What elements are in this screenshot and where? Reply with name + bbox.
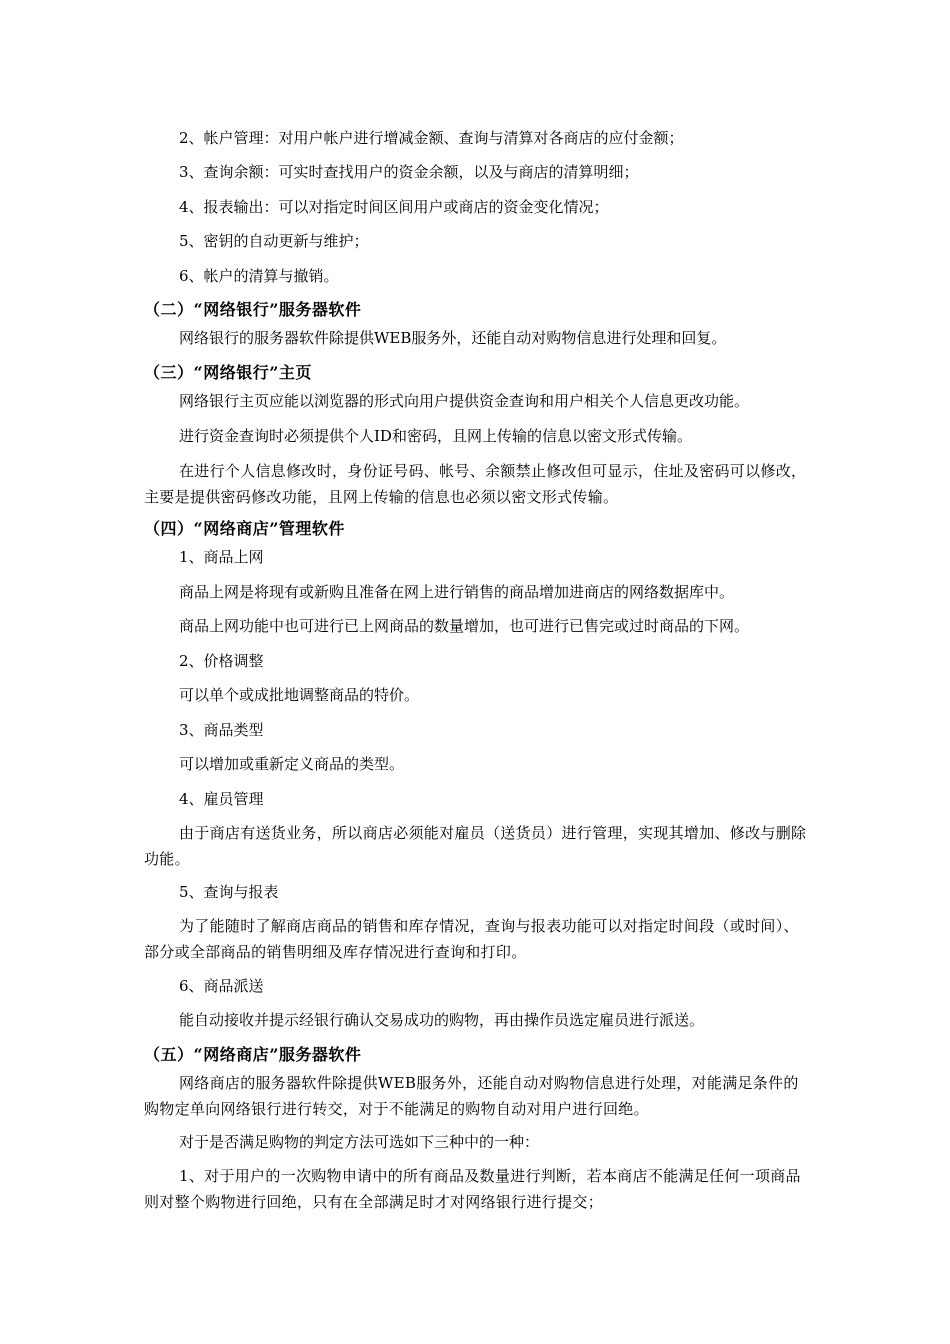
account-close-item: 6、帐户的清算与撤销。 bbox=[179, 267, 339, 285]
bank-server-paragraph: 网络银行的服务器软件除提供WEB服务外，还能自动对购物信息进行处理和回复。 bbox=[179, 329, 727, 347]
goods-delivery-paragraph: 能自动接收并提示经银行确认交易成功的购物，再由操作员选定雇员进行派送。 bbox=[179, 1011, 705, 1029]
fund-query-paragraph: 进行资金查询时必须提供个人ID和密码，且网上传输的信息以密文形式传输。 bbox=[179, 427, 692, 445]
shop-server-paragraph: 网络商店的服务器软件除提供WEB服务外，还能自动对购物信息进行处理，对能满足条件的购物定单向网络银行进行转交，对于不能满足的购物自动对用户进行回绝。 bbox=[144, 1074, 799, 1118]
section-heading-shop-management: （四）“网络商店”管理软件 bbox=[144, 519, 345, 538]
section-heading-bank-homepage: （三）“网络银行”主页 bbox=[144, 363, 312, 382]
goods-type-paragraph: 可以增加或重新定义商品的类型。 bbox=[179, 755, 405, 773]
key-update-item: 5、密钥的自动更新与维护； bbox=[179, 232, 369, 250]
judgement-intro-paragraph: 对于是否满足购物的判定方法可选如下三种中的一种： bbox=[179, 1133, 540, 1151]
info-modify-paragraph: 在进行个人信息修改时，身份证号码、帐号、余额禁止修改但可显示，住址及密码可以修改，主要是提供密码修改功能，且网上传输的信息也必须以密文形式传输。 bbox=[144, 462, 807, 506]
goods-online-paragraph-2: 商品上网功能中也可进行已上网商品的数量增加，也可进行已售完或过时商品的下网。 bbox=[179, 617, 750, 635]
subheading-query-report: 5、查询与报表 bbox=[179, 883, 279, 901]
balance-query-item: 3、查询余额：可实时查找用户的资金余额，以及与商店的清算明细； bbox=[179, 163, 639, 181]
judgement-method-1-paragraph: 1、对于用户的一次购物申请中的所有商品及数量进行判断，若本商店不能满足任何一项商品则对整个购物进行回绝，只有在全部满足时才对网络银行进行提交； bbox=[144, 1167, 801, 1211]
report-output-item: 4、报表输出：可以对指定时间区间用户或商店的资金变化情况； bbox=[179, 198, 609, 216]
goods-online-paragraph-1: 商品上网是将现有或新购且准备在网上进行销售的商品增加进商店的网络数据库中。 bbox=[179, 583, 735, 601]
subheading-goods-delivery: 6、商品派送 bbox=[179, 977, 264, 995]
subheading-goods-type: 3、商品类型 bbox=[179, 721, 264, 739]
employee-management-paragraph: 由于商店有送货业务，所以商店必须能对雇员（送货员）进行管理，实现其增加、修改与删除功能。 bbox=[144, 824, 807, 868]
price-adjust-paragraph: 可以单个或成批地调整商品的特价。 bbox=[179, 686, 420, 704]
subheading-employee-management: 4、雇员管理 bbox=[179, 790, 264, 808]
account-management-item: 2、帐户管理：对用户帐户进行增减金额、查询与清算对各商店的应付金额； bbox=[179, 129, 684, 147]
subheading-price-adjust: 2、价格调整 bbox=[179, 652, 264, 670]
subheading-goods-online: 1、商品上网 bbox=[179, 548, 264, 566]
query-report-paragraph: 为了能随时了解商店商品的销售和库存情况，查询与报表功能可以对指定时间段（或时间）、部分或全部商品的销售明细及库存情况进行查询和打印。 bbox=[144, 917, 799, 961]
bank-homepage-paragraph: 网络银行主页应能以浏览器的形式向用户提供资金查询和用户相关个人信息更改功能。 bbox=[179, 392, 750, 410]
section-heading-bank-server: （二）“网络银行”服务器软件 bbox=[144, 300, 362, 319]
section-heading-shop-server: （五）“网络商店”服务器软件 bbox=[144, 1045, 362, 1064]
